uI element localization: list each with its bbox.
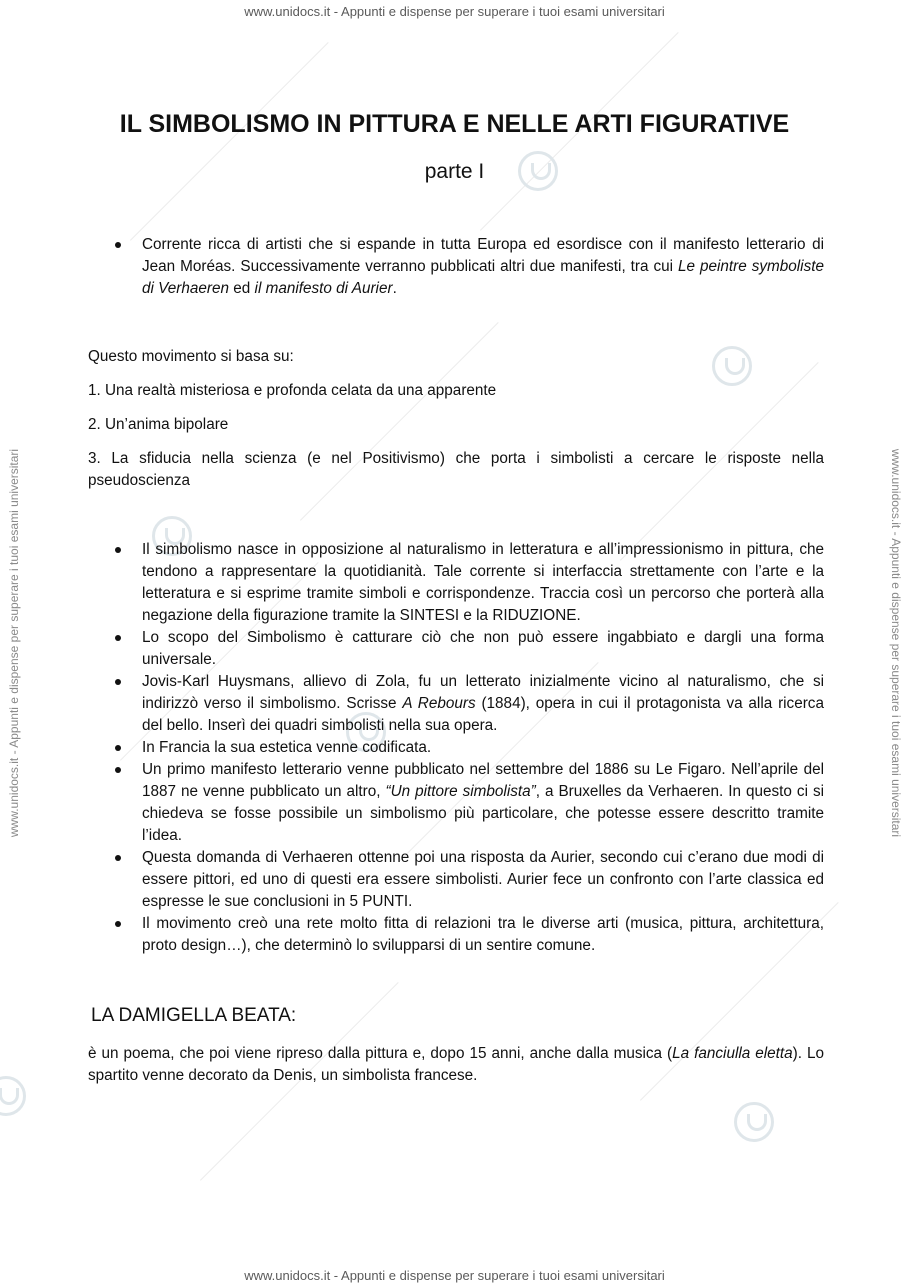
main-bullets-section: [88, 539, 824, 957]
text-italic: il manifesto di Aurier: [254, 280, 393, 297]
text-italic: A Rebours: [402, 695, 476, 712]
watermark-logo-icon: [734, 1102, 774, 1142]
basis-section: [88, 346, 824, 492]
text-run: Corrente ricca di artisti che si espande in tutta Europa ed esordisce con il manifesto letterario di Jean Moréas. Successivamente verranno pubblicati altri due manifesti, tra cui: [142, 236, 824, 275]
main-list: [88, 539, 824, 957]
final-paragraph: [88, 1043, 824, 1087]
list-item: Il simbolismo nasce in opposizione al naturalismo in letteratura e all’impressionismo in pittura, che tendono a rappresentare la quotidianità. Tale corrente si interfaccia strettamente con l’arte e la letteratura e si esprime tramite simboli e corrispondenze. Traccia così un percorso che porterà alla negazione della figurazione tramite la SINTESI e la RIDUZIONE.: [88, 539, 824, 627]
text-run: ed: [229, 280, 255, 297]
page-title: IL SIMBOLISMO IN PITTURA E NELLE ARTI FIGURATIVE: [119, 110, 790, 138]
text-run: ). Lo spartito venne decorato da Denis, un simbolista francese.: [88, 1045, 825, 1084]
text-italic: “Un pittore simbolista”: [385, 783, 536, 800]
text-run: è un poema, che poi viene ripreso dalla pittura e, dopo 15 anni, anche dalla musica (: [88, 1045, 673, 1062]
watermark-side-right: www.unidocs.it - Appunti e dispense per superare i tuoi esami universitari: [889, 448, 903, 838]
text-run: .: [392, 280, 397, 297]
intro-section: [88, 234, 824, 300]
list-item: [88, 759, 824, 847]
intro-list: [88, 234, 824, 300]
list-item: Lo scopo del Simbolismo è catturare ciò che non può essere ingabbiato e dargli una forma universale.: [88, 627, 824, 671]
basis-item: 1. Una realtà misteriosa e profonda celata da una apparente: [88, 382, 497, 399]
watermark-header: www.unidocs.it - Appunti e dispense per superare i tuoi esami universitari: [244, 4, 665, 19]
text-run: , a Bruxelles da Verhaeren. In questo ci si chiedeva se fosse possibile un simbolismo più particolare, che potesse essere descritto tramite l’idea.: [142, 783, 825, 844]
watermark-side-left: www.unidocs.it - Appunti e dispense per superare i tuoi esami universitari: [7, 448, 21, 838]
list-item: In Francia la sua estetica venne codificata.: [88, 737, 824, 759]
basis-item: 2. Un’anima bipolare: [88, 416, 229, 433]
text-italic: La fanciulla eletta: [672, 1045, 793, 1062]
final-section: [88, 1043, 824, 1087]
section-heading: LA DAMIGELLA BEATA:: [91, 1005, 297, 1026]
watermark-logo-icon: [0, 1076, 26, 1116]
list-item: [88, 234, 824, 300]
basis-intro: Questo movimento si basa su:: [88, 348, 294, 365]
page-subtitle: parte I: [424, 160, 485, 183]
watermark-footer: www.unidocs.it - Appunti e dispense per superare i tuoi esami universitari: [244, 1268, 665, 1283]
text-run: (1884), opera in cui il protagonista va alla ricerca del bello. Inserì dei quadri simbolisti nella sua opera.: [142, 695, 824, 734]
list-item: [88, 671, 824, 737]
watermark-line: [130, 42, 329, 241]
text-italic: Le peintre symboliste di Verhaeren: [142, 258, 824, 297]
list-item: Questa domanda di Verhaeren ottenne poi una risposta da Aurier, secondo cui c’erano due modi di essere pittori, ed uno di questi era essere simbolisti. Aurier fece un confronto con l’arte classica ed espresse le sue conclusioni in 5 PUNTI.: [88, 847, 824, 913]
basis-item: 3. La sfiducia nella scienza (e nel Positivismo) che porta i simbolisti a cercare le risposte nella pseudoscienza: [88, 450, 824, 489]
text-run: Jovis-Karl Huysmans, allievo di Zola, fu un letterato inizialmente vicino al naturalismo, che si indirizzò verso il simbolismo. Scrisse: [142, 673, 824, 712]
text-run: Un primo manifesto letterario venne pubblicato nel settembre del 1886 su Le Figaro. Nell’aprile del 1887 ne venne pubblicato un altro,: [142, 761, 824, 800]
list-item: Il movimento creò una rete molto fitta di relazioni tra le diverse arti (musica, pittura, architettura, proto design…), che determinò lo svilupparsi di un sentire comune.: [88, 913, 824, 957]
